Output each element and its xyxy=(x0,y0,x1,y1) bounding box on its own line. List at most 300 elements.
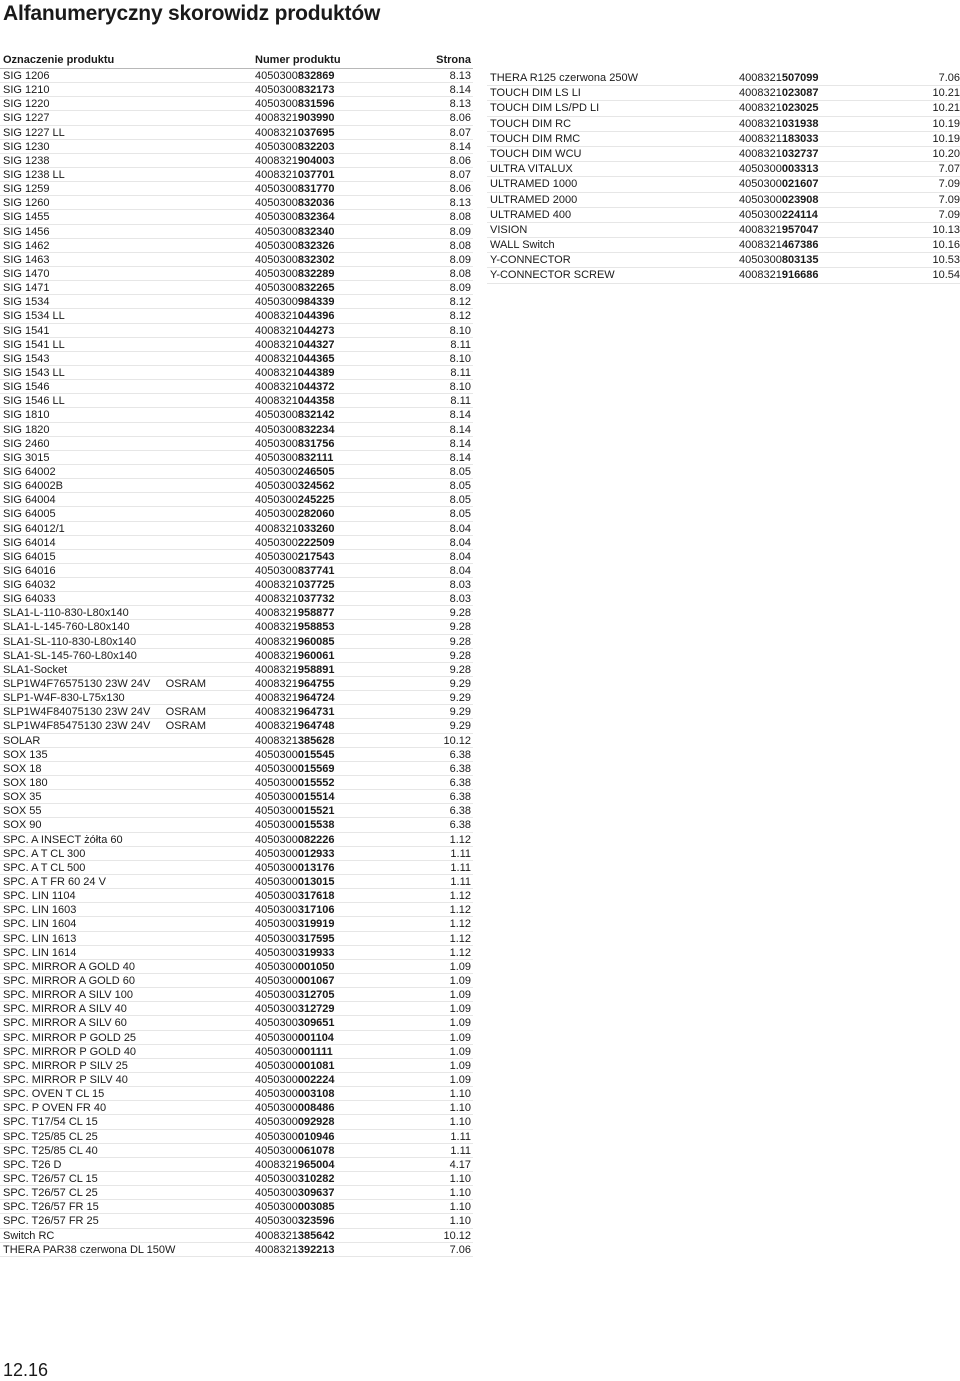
product-number xyxy=(739,177,889,191)
product-number xyxy=(255,239,405,252)
table-row xyxy=(487,162,960,177)
product-number-prefix: 4050300 xyxy=(255,183,298,196)
page-reference: 1.11 xyxy=(450,847,471,860)
product-number-suffix: 832340 xyxy=(297,225,335,238)
product-number-prefix: 4008321 xyxy=(255,154,298,167)
product-number-prefix: 4050300 xyxy=(255,1144,298,1157)
product-name: SLA1-L-110-830-L80x140 xyxy=(3,607,129,620)
table-row xyxy=(0,946,473,960)
product-name: SPC. LIN 1603 xyxy=(3,904,77,917)
page-reference: 8.14 xyxy=(449,423,471,436)
product-number xyxy=(255,126,405,139)
product-name: TOUCH DIM RC xyxy=(490,117,572,130)
product-number-suffix: 003108 xyxy=(297,1088,335,1101)
product-number-suffix: 385628 xyxy=(297,734,335,747)
product-number-prefix: 4050300 xyxy=(255,1073,298,1086)
product-name: SPC. MIRROR P GOLD 25 xyxy=(3,1031,137,1044)
table-row xyxy=(0,875,473,889)
product-number-suffix: 832302 xyxy=(297,253,335,266)
product-number-prefix: 4008321 xyxy=(255,621,298,634)
product-number-suffix: 965004 xyxy=(297,1158,335,1171)
product-number-prefix: 4008321 xyxy=(255,579,298,592)
product-number-suffix: 984339 xyxy=(297,296,335,309)
product-number xyxy=(255,536,405,549)
table-row xyxy=(487,193,960,208)
product-number xyxy=(255,932,405,945)
page-reference: 8.08 xyxy=(449,239,471,252)
product-number-suffix: 044396 xyxy=(297,310,335,323)
page-reference: 8.04 xyxy=(449,522,471,535)
table-row xyxy=(0,1059,473,1073)
table-row xyxy=(0,932,473,946)
table-row xyxy=(0,1243,473,1257)
product-name: VISION xyxy=(490,223,528,236)
product-number xyxy=(255,578,405,591)
product-number xyxy=(255,974,405,987)
product-number-suffix: 317618 xyxy=(297,890,335,903)
product-number-suffix: 044358 xyxy=(297,395,335,408)
product-number-suffix: 224114 xyxy=(781,208,818,221)
product-number-suffix: 037725 xyxy=(297,579,335,592)
product-name: SPC. T26/57 CL 15 xyxy=(3,1172,98,1185)
product-name: SLA1-Socket xyxy=(3,663,68,676)
product-name: SPC. MIRROR P SILV 40 xyxy=(3,1073,128,1086)
page-reference: 8.08 xyxy=(449,211,471,224)
table-row xyxy=(0,465,473,479)
product-number-suffix: 001111 xyxy=(297,1045,333,1058)
product-number-suffix: 831596 xyxy=(297,98,335,111)
table-row xyxy=(0,380,473,394)
product-number-prefix: 4008321 xyxy=(255,310,298,323)
product-number xyxy=(255,776,405,789)
product-number-suffix: 958891 xyxy=(297,663,335,676)
table-row xyxy=(0,719,473,733)
product-number xyxy=(255,960,405,973)
product-number-suffix: 015521 xyxy=(297,805,335,818)
product-number-prefix: 4008321 xyxy=(255,649,298,662)
table-row xyxy=(0,578,473,592)
table-row xyxy=(0,408,473,422)
product-number-suffix: 832142 xyxy=(297,409,335,422)
product-name: SIG 1810 xyxy=(3,409,50,422)
product-name: ULTRAMED 1000 xyxy=(490,178,578,191)
page-reference: 7.09 xyxy=(938,193,960,206)
product-number-prefix: 4050300 xyxy=(255,918,298,931)
page-reference: 10.12 xyxy=(443,734,471,747)
product-number-suffix: 044327 xyxy=(297,338,335,351)
product-number xyxy=(255,69,405,82)
table-row xyxy=(0,1214,473,1228)
table-row xyxy=(0,536,473,550)
left-table-body xyxy=(0,69,473,1257)
product-number-prefix: 4050300 xyxy=(255,239,298,252)
product-number-prefix: 4050300 xyxy=(255,296,298,309)
product-name: SPC. T26/57 CL 25 xyxy=(3,1187,98,1200)
product-number xyxy=(255,889,405,902)
product-number-prefix: 4008321 xyxy=(255,381,298,394)
product-name: SIG 1534 xyxy=(3,296,50,309)
product-number-prefix: 4050300 xyxy=(255,1172,298,1185)
page-reference: 9.29 xyxy=(449,692,471,705)
product-number-suffix: 837741 xyxy=(297,564,335,577)
product-number xyxy=(739,208,889,222)
product-number-prefix: 4050300 xyxy=(255,480,298,493)
product-number xyxy=(255,338,405,351)
product-number-suffix: 031938 xyxy=(781,117,819,130)
product-number-prefix: 4050300 xyxy=(255,267,298,280)
product-name: SIG 1541 LL xyxy=(3,338,65,351)
product-number xyxy=(255,479,405,492)
product-number-suffix: 964755 xyxy=(297,678,335,691)
product-number-suffix: 960085 xyxy=(297,635,335,648)
page-reference: 9.28 xyxy=(449,649,471,662)
product-name: SPC. T26 D xyxy=(3,1158,62,1171)
product-name: SPC. MIRROR A SILV 40 xyxy=(3,1003,127,1016)
table-row xyxy=(0,366,473,380)
product-number-prefix: 4050300 xyxy=(255,98,298,111)
page-reference: 8.04 xyxy=(449,564,471,577)
product-number xyxy=(739,86,889,100)
product-number xyxy=(255,295,405,308)
right-table-body xyxy=(487,71,960,284)
table-row xyxy=(0,1158,473,1172)
product-number-suffix: 832289 xyxy=(297,267,335,280)
product-number-prefix: 4008321 xyxy=(255,168,298,181)
product-name: Y-CONNECTOR xyxy=(490,254,571,267)
page-reference: 10.19 xyxy=(932,117,960,130)
product-name: SOX 135 xyxy=(3,748,48,761)
table-row xyxy=(487,147,960,162)
page-reference: 1.10 xyxy=(449,1172,471,1185)
product-name: SOX 180 xyxy=(3,777,48,790)
product-name: SPC. MIRROR P SILV 25 xyxy=(3,1059,128,1072)
product-number-suffix: 324562 xyxy=(297,480,335,493)
product-number-prefix: 4008321 xyxy=(255,352,298,365)
page-reference: 8.11 xyxy=(450,366,471,379)
product-number-prefix: 4008321 xyxy=(255,734,298,747)
product-number-suffix: 013176 xyxy=(297,861,335,874)
product-number-prefix: 4008321 xyxy=(255,522,298,535)
page-reference: 8.10 xyxy=(449,352,471,365)
table-row xyxy=(0,338,473,352)
product-name: SPC. MIRROR A SILV 60 xyxy=(3,1017,127,1030)
page-reference: 1.11 xyxy=(450,1144,471,1157)
product-name: SOX 35 xyxy=(3,791,42,804)
product-number xyxy=(255,564,405,577)
product-number-prefix: 4050300 xyxy=(255,225,298,238)
page-reference: 8.05 xyxy=(449,480,471,493)
page-reference: 1.10 xyxy=(449,1201,471,1214)
table-row xyxy=(487,253,960,268)
product-number-prefix: 4050300 xyxy=(739,163,782,176)
product-number-prefix: 4008321 xyxy=(255,338,298,351)
product-number-suffix: 015514 xyxy=(297,791,335,804)
product-number-prefix: 4050300 xyxy=(255,1201,298,1214)
product-name: SIG 1210 xyxy=(3,84,50,97)
product-name: SIG 64033 xyxy=(3,593,56,606)
product-number xyxy=(255,196,405,209)
product-name: SIG 1546 LL xyxy=(3,395,65,408)
page-reference: 1.10 xyxy=(449,1088,471,1101)
table-row xyxy=(0,97,473,111)
table-row xyxy=(0,1186,473,1200)
product-name: SPC. LIN 1614 xyxy=(3,946,77,959)
page-reference: 8.13 xyxy=(449,98,471,111)
product-number-prefix: 4008321 xyxy=(739,269,782,282)
page-reference: 1.09 xyxy=(449,1031,471,1044)
product-number-suffix: 037701 xyxy=(297,168,335,181)
page-reference: 10.21 xyxy=(932,87,960,100)
table-row xyxy=(487,86,960,101)
product-number-prefix: 4008321 xyxy=(255,720,298,733)
table-row xyxy=(0,168,473,182)
product-number-prefix: 4050300 xyxy=(255,1045,298,1058)
product-number-suffix: 392213 xyxy=(297,1243,335,1256)
product-number xyxy=(255,620,405,633)
product-number xyxy=(255,1158,405,1171)
product-number-suffix: 023087 xyxy=(781,87,819,100)
product-name: SIG 1470 xyxy=(3,267,50,280)
product-number-prefix: 4008321 xyxy=(255,1229,298,1242)
product-name: SIG 64032 xyxy=(3,579,56,592)
product-number-prefix: 4008321 xyxy=(739,147,782,160)
page-reference: 8.10 xyxy=(449,381,471,394)
product-number xyxy=(255,1186,405,1199)
page-reference: 8.14 xyxy=(449,451,471,464)
header-page: Strona xyxy=(436,54,471,66)
page-reference: 8.13 xyxy=(449,70,471,82)
product-number-prefix: 4050300 xyxy=(255,833,298,846)
product-number-prefix: 4008321 xyxy=(255,692,298,705)
product-number xyxy=(255,225,405,238)
product-number-prefix: 4008321 xyxy=(739,223,782,236)
product-number-prefix: 4008321 xyxy=(255,607,298,620)
product-number-prefix: 4050300 xyxy=(739,254,782,267)
product-number-suffix: 958877 xyxy=(297,607,335,620)
product-number-suffix: 001067 xyxy=(297,975,335,987)
table-row xyxy=(0,833,473,847)
product-number-prefix: 4050300 xyxy=(255,1187,298,1200)
product-name: SIG 2460 xyxy=(3,437,50,450)
product-number-suffix: 012933 xyxy=(297,847,335,860)
page-reference: 9.28 xyxy=(449,635,471,648)
page-reference: 1.12 xyxy=(449,833,471,846)
product-name: SIG 1541 xyxy=(3,324,50,337)
product-number xyxy=(255,790,405,803)
product-number-prefix: 4050300 xyxy=(255,282,298,295)
table-row xyxy=(0,762,473,776)
product-name: SPC. MIRROR A SILV 100 xyxy=(3,989,134,1002)
page-reference: 8.12 xyxy=(449,296,471,309)
table-row xyxy=(0,1172,473,1186)
product-number-suffix: 033260 xyxy=(297,522,335,535)
product-number-suffix: 008486 xyxy=(297,1102,335,1115)
product-number-prefix: 4050300 xyxy=(255,70,298,82)
product-number-prefix: 4008321 xyxy=(255,678,298,691)
page-reference: 10.13 xyxy=(932,223,960,236)
table-row xyxy=(0,606,473,620)
product-number-suffix: 001104 xyxy=(297,1031,334,1044)
product-number-suffix: 317106 xyxy=(297,904,335,917)
product-number-prefix: 4050300 xyxy=(255,1116,298,1129)
product-number-suffix: 037732 xyxy=(297,593,335,606)
page-reference: 9.29 xyxy=(449,706,471,719)
product-number-prefix: 4050300 xyxy=(255,451,298,464)
page-reference: 9.28 xyxy=(449,621,471,634)
product-number-suffix: 958853 xyxy=(297,621,335,634)
product-number xyxy=(255,97,405,110)
table-row xyxy=(487,208,960,223)
product-name: SIG 1820 xyxy=(3,423,50,436)
product-name: SIG 1220 xyxy=(3,98,50,111)
page-reference: 1.10 xyxy=(449,1116,471,1129)
product-number-prefix: 4050300 xyxy=(255,791,298,804)
table-row xyxy=(0,1200,473,1214)
product-number xyxy=(255,861,405,874)
table-row xyxy=(0,111,473,125)
product-number-suffix: 037695 xyxy=(297,126,335,139)
product-name: WALL Switch xyxy=(490,239,555,252)
product-number xyxy=(255,649,405,662)
table-row xyxy=(0,352,473,366)
product-number xyxy=(255,1200,405,1213)
product-number xyxy=(255,677,405,690)
product-number-suffix: 010946 xyxy=(297,1130,335,1143)
page-reference: 8.04 xyxy=(449,550,471,563)
product-number xyxy=(255,734,405,747)
page-reference: 9.28 xyxy=(449,607,471,620)
page-reference: 8.05 xyxy=(449,494,471,507)
product-name: SIG 64014 xyxy=(3,536,56,549)
product-number-suffix: 015538 xyxy=(297,819,335,832)
product-number xyxy=(255,522,405,535)
product-name: TOUCH DIM LS/PD LI xyxy=(490,102,600,115)
product-number xyxy=(255,1016,405,1029)
product-number-suffix: 044365 xyxy=(297,352,335,365)
table-row xyxy=(0,1045,473,1059)
product-number xyxy=(255,1059,405,1072)
product-number-prefix: 4008321 xyxy=(739,87,782,100)
product-number-suffix: 015569 xyxy=(297,762,335,775)
page-reference: 1.09 xyxy=(449,1017,471,1030)
table-row xyxy=(0,522,473,536)
product-name: SPC. A T CL 300 xyxy=(3,847,86,860)
product-name: SIG 1543 LL xyxy=(3,366,65,379)
product-number xyxy=(255,663,405,676)
product-name: SIG 1259 xyxy=(3,183,50,196)
product-number xyxy=(255,83,405,96)
page-reference: 8.09 xyxy=(449,253,471,266)
page-reference: 1.12 xyxy=(449,932,471,945)
product-number xyxy=(255,366,405,379)
product-number xyxy=(255,606,405,619)
product-number-prefix: 4050300 xyxy=(255,989,298,1002)
product-name: SIG 1462 xyxy=(3,239,50,252)
product-number xyxy=(255,352,405,365)
product-number xyxy=(255,1045,405,1058)
page-reference: 8.08 xyxy=(449,267,471,280)
product-number-prefix: 4050300 xyxy=(255,1102,298,1115)
product-number xyxy=(255,380,405,393)
product-number-suffix: 222509 xyxy=(297,536,335,549)
product-number xyxy=(255,1101,405,1114)
table-row xyxy=(0,1229,473,1243)
product-number-suffix: 903990 xyxy=(297,112,335,125)
page-reference: 1.09 xyxy=(449,1059,471,1072)
table-row xyxy=(0,1087,473,1101)
page-reference: 8.11 xyxy=(450,338,471,351)
table-row xyxy=(0,253,473,267)
page-reference: 10.20 xyxy=(932,147,960,160)
product-number-prefix: 4050300 xyxy=(255,140,298,153)
product-name: SPC. T26/57 FR 15 xyxy=(3,1201,99,1214)
page-reference: 10.53 xyxy=(932,254,960,267)
product-number-suffix: 916686 xyxy=(781,269,819,282)
table-row xyxy=(0,423,473,437)
page-reference: 6.38 xyxy=(449,805,471,818)
table-row xyxy=(0,154,473,168)
page-reference: 7.07 xyxy=(938,163,960,176)
table-row xyxy=(487,117,960,132)
product-name: SPC. T25/85 CL 25 xyxy=(3,1130,98,1143)
product-number-prefix: 4050300 xyxy=(255,762,298,775)
product-number-prefix: 4050300 xyxy=(255,1003,298,1016)
page-reference: 7.09 xyxy=(938,208,960,221)
product-number-prefix: 4008321 xyxy=(255,706,298,719)
table-row xyxy=(0,309,473,323)
product-name: SIG 3015 xyxy=(3,451,50,464)
product-number-prefix: 4008321 xyxy=(739,239,782,252)
product-number xyxy=(255,111,405,124)
product-number-prefix: 4008321 xyxy=(255,366,298,379)
product-number xyxy=(739,253,889,267)
product-number-prefix: 4050300 xyxy=(255,536,298,549)
product-number xyxy=(255,1214,405,1227)
table-row xyxy=(0,239,473,253)
product-number xyxy=(255,423,405,436)
product-number-suffix: 904003 xyxy=(297,154,335,167)
page-reference: 1.12 xyxy=(449,946,471,959)
product-number xyxy=(255,903,405,916)
product-number-prefix: 4050300 xyxy=(255,890,298,903)
product-number-suffix: 832234 xyxy=(297,423,335,436)
product-name: SIG 64005 xyxy=(3,508,56,521)
table-row xyxy=(0,649,473,663)
table-row xyxy=(0,1031,473,1045)
page-reference: 6.38 xyxy=(449,819,471,832)
product-number xyxy=(255,550,405,563)
product-name: SIG 1230 xyxy=(3,140,50,153)
product-number-suffix: 021607 xyxy=(781,178,819,191)
product-number-prefix: 4050300 xyxy=(255,437,298,450)
page-reference: 1.09 xyxy=(449,989,471,1002)
table-row xyxy=(0,564,473,578)
product-number xyxy=(255,408,405,421)
product-name: SPC. MIRROR A GOLD 60 xyxy=(3,975,136,987)
product-name: SIG 1546 xyxy=(3,381,50,394)
table-row xyxy=(0,861,473,875)
product-number-prefix: 4050300 xyxy=(255,975,298,987)
table-row xyxy=(0,210,473,224)
product-number-suffix: 015545 xyxy=(297,748,335,761)
page-reference: 8.07 xyxy=(449,168,471,181)
product-number xyxy=(739,223,889,237)
page-reference: 9.28 xyxy=(449,663,471,676)
product-number-suffix: 309637 xyxy=(297,1187,335,1200)
page-reference: 8.05 xyxy=(449,465,471,478)
product-name: THERA R125 czerwona 250W xyxy=(490,72,638,84)
product-number-prefix: 4050300 xyxy=(739,193,782,206)
